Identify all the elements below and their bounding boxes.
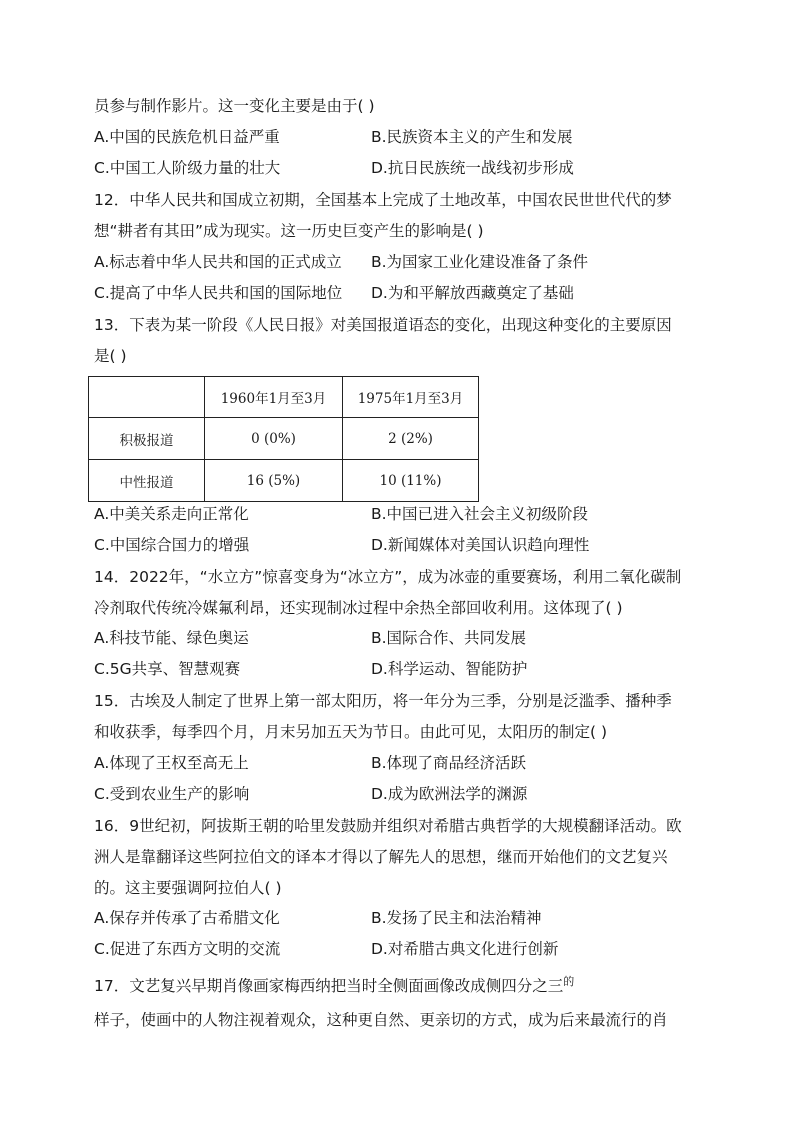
table-header-cell: 1975年1月至3月 xyxy=(343,377,479,418)
q13-option-b[interactable]: B.中国已进入社会主义初级阶段 xyxy=(371,505,589,523)
q16-option-c[interactable]: C.促进了东西方文明的交流 xyxy=(94,940,281,958)
q17-stem-text: 17．文艺复兴早期肖像画家梅西纳把当时全侧面画像改成侧四分之三 xyxy=(94,977,564,995)
table-header-cell: 1960年1月至3月 xyxy=(205,377,343,418)
q12-option-d[interactable]: D.为和平解放西藏奠定了基础 xyxy=(371,284,574,302)
table-header-cell xyxy=(89,377,205,418)
table-cell: 16 (5%) xyxy=(205,460,343,502)
q11-option-b[interactable]: B.民族资本主义的产生和发展 xyxy=(371,128,573,146)
q13-stem-line1: 13．下表为某一阶段《人民日报》对美国报道语态的变化，出现这种变化的主要原因 xyxy=(94,316,672,334)
q15-option-b[interactable]: B.体现了商品经济活跃 xyxy=(371,754,527,772)
table-cell: 2 (2%) xyxy=(343,418,479,460)
q11-stem: 员参与制作影片。这一变化主要是由于( ) xyxy=(94,97,375,115)
q15-option-c[interactable]: C.受到农业生产的影响 xyxy=(94,785,250,803)
q16-option-d[interactable]: D.对希腊古典文化进行创新 xyxy=(371,940,559,958)
q12-option-a[interactable]: A.标志着中华人民共和国的正式成立 xyxy=(94,253,342,271)
q11-option-d[interactable]: D.抗日民族统一战线初步形成 xyxy=(371,159,574,177)
q15-stem-line1: 15．古埃及人制定了世界上第一部太阳历，将一年分为三季，分别是泛滥季、播种季 xyxy=(94,692,672,710)
table-cell: 0 (0%) xyxy=(205,418,343,460)
q17-stem-line2: 样子，使画中的人物注视着观众，这种更自然、更亲切的方式，成为后来最流行的肖 xyxy=(94,1011,668,1029)
q15-option-d[interactable]: D.成为欧洲法学的渊源 xyxy=(371,785,528,803)
table-cell: 10 (11%) xyxy=(343,460,479,502)
table-row-label: 积极报道 xyxy=(89,418,205,460)
q12-option-c[interactable]: C.提高了中华人民共和国的国际地位 xyxy=(94,284,343,302)
q14-option-c[interactable]: C.5G共享、智慧观赛 xyxy=(94,660,241,678)
table-row-label: 中性报道 xyxy=(89,460,205,502)
q16-option-a[interactable]: A.保存并传承了古希腊文化 xyxy=(94,909,280,927)
q11-option-a[interactable]: A.中国的民族危机日益严重 xyxy=(94,128,280,146)
q16-stem-line3: 的。这主要强调阿拉伯人( ) xyxy=(94,879,282,897)
q14-option-a[interactable]: A.科技节能、绿色奥运 xyxy=(94,629,249,647)
q17-stem-superscript: 的 xyxy=(563,975,575,988)
q12-option-b[interactable]: B.为国家工业化建设准备了条件 xyxy=(371,253,589,271)
q16-stem-line2: 洲人是靠翻译这些阿拉伯文的译本才得以了解先人的思想，继而开始他们的文艺复兴 xyxy=(94,848,668,866)
q12-stem-line2: 想“耕者有其田”成为现实。这一历史巨变产生的影响是( ) xyxy=(94,222,484,240)
q14-stem-line2: 冷剂取代传统冷媒氟利昂，还实现制冰过程中余热全部回收利用。这体现了( ) xyxy=(94,599,623,617)
q13-option-a[interactable]: A.中美关系走向正常化 xyxy=(94,505,249,523)
table-header-row xyxy=(89,377,479,418)
table-row xyxy=(89,418,479,460)
table-row xyxy=(89,460,479,502)
q13-stem-line2: 是( ) xyxy=(94,347,127,365)
q17-stem-line1 xyxy=(94,972,574,996)
q14-stem-line1: 14．2022年，“水立方”惊喜变身为“冰立方”，成为冰壶的重要赛场，利用二氧化碳制 xyxy=(94,568,682,586)
q16-stem-line1: 16．9世纪初，阿拔斯王朝的哈里发鼓励并组织对希腊古典哲学的大规模翻译活动。欧 xyxy=(94,817,682,835)
q11-option-c[interactable]: C.中国工人阶级力量的壮大 xyxy=(94,159,281,177)
q14-option-b[interactable]: B.国际合作、共同发展 xyxy=(371,629,527,647)
q13-report-table xyxy=(88,376,479,502)
q12-stem-line1: 12．中华人民共和国成立初期，全国基本上完成了土地改革，中国农民世世代代的梦 xyxy=(94,191,672,209)
q13-option-c[interactable]: C.中国综合国力的增强 xyxy=(94,536,250,554)
q16-option-b[interactable]: B.发扬了民主和法治精神 xyxy=(371,909,542,927)
q14-option-d[interactable]: D.科学运动、智能防护 xyxy=(371,660,528,678)
q13-option-d[interactable]: D.新闻媒体对美国认识趋向理性 xyxy=(371,536,590,554)
q15-option-a[interactable]: A.体现了王权至高无上 xyxy=(94,754,249,772)
q15-stem-line2: 和收获季，每季四个月，月末另加五天为节日。由此可见，太阳历的制定( ) xyxy=(94,723,608,741)
